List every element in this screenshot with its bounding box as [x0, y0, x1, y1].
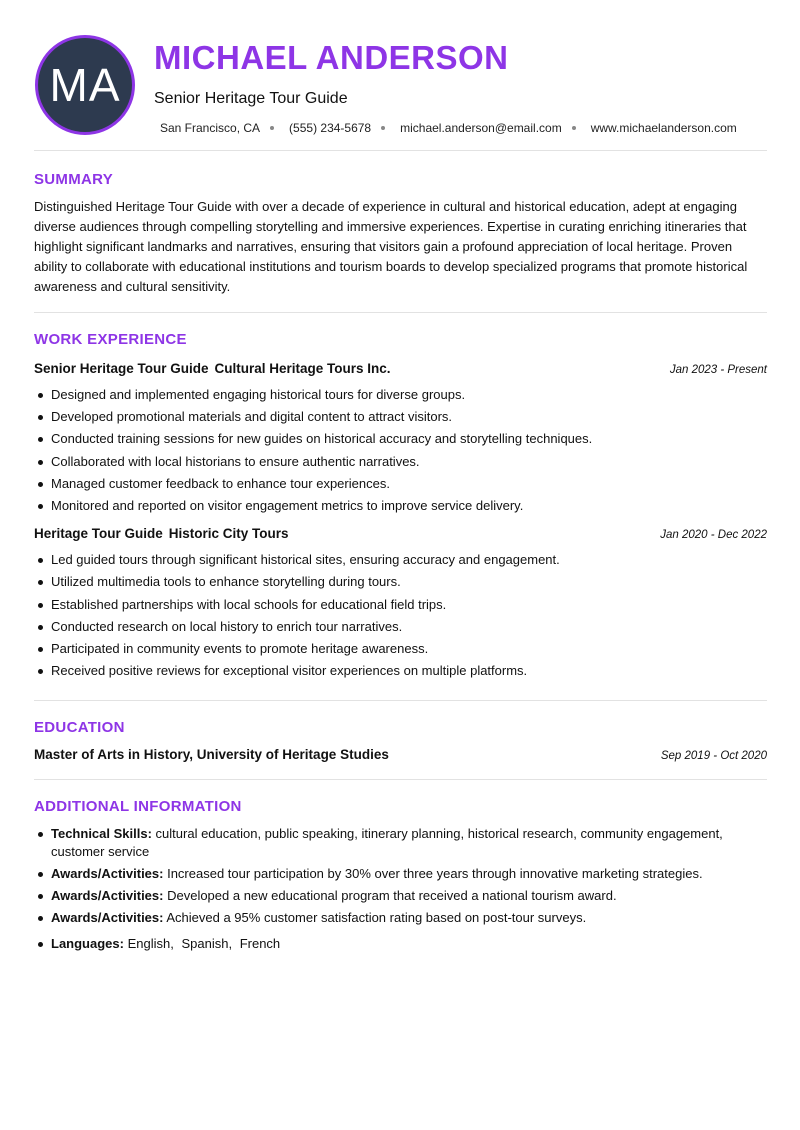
resume-header — [34, 0, 767, 150]
list-item — [34, 909, 767, 927]
contact-line — [160, 120, 737, 136]
list-item: Participated in community events to promote heritage awareness. — [34, 638, 767, 660]
education-dates: Sep 2019 - Oct 2020 — [660, 750, 767, 763]
education-entry — [34, 747, 767, 762]
separator-dot-icon — [572, 126, 576, 130]
list-item: Led guided tours through significant historical sites, ensuring accuracy and engagement. — [34, 549, 767, 571]
contact-phone: (555) 234-5678 — [289, 121, 372, 135]
info-text: Increased tour participation by 30% over three years through innovative marketing strategies. — [167, 866, 703, 882]
work-experience-section — [34, 313, 767, 700]
list-item — [34, 935, 767, 953]
job-company: Cultural Heritage Tours Inc. — [214, 361, 391, 376]
list-item: Collaborated with local historians to ensure authentic narratives. — [34, 451, 767, 473]
job-bullet-list — [34, 549, 767, 682]
job-dates: Jan 2023 - Present — [669, 364, 767, 376]
list-item — [34, 825, 767, 861]
info-text: cultural education, public speaking, itinerary planning, historical research, community engagement, customer service — [51, 826, 723, 860]
job-company: Historic City Tours — [168, 526, 289, 542]
info-label: Languages: — [51, 936, 124, 952]
avatar-initials: MA — [49, 59, 121, 111]
summary-heading: SUMMARY — [34, 171, 114, 188]
contact-website: www.michaelanderson.com — [590, 121, 737, 135]
list-item — [34, 887, 767, 905]
avatar — [35, 35, 135, 135]
additional-info-list — [34, 825, 767, 953]
job-role-company — [34, 525, 289, 543]
job-entry — [34, 360, 767, 517]
job-role: Heritage Tour Guide — [34, 526, 163, 542]
info-text: Achieved a 95% customer satisfaction rating based on post-tour surveys. — [166, 910, 587, 926]
job-entry — [34, 525, 767, 682]
job-role-company — [34, 360, 391, 378]
separator-dot-icon — [270, 126, 274, 130]
summary-section — [34, 151, 767, 312]
contact-email: michael.anderson@email.com — [400, 121, 562, 135]
education-section — [34, 701, 767, 779]
info-label: Technical Skills: — [51, 826, 152, 842]
list-item: Conducted research on local history to enrich tour narratives. — [34, 616, 767, 638]
separator-dot-icon — [381, 126, 385, 130]
list-item: Developed promotional materials and digital content to attract visitors. — [34, 406, 767, 428]
language-item: French — [239, 936, 281, 952]
work-experience-heading: WORK EXPERIENCE — [34, 331, 187, 348]
education-heading: EDUCATION — [34, 719, 125, 737]
list-item — [34, 865, 767, 883]
job-dates: Jan 2020 - Dec 2022 — [660, 529, 767, 542]
info-label: Awards/Activities: — [51, 910, 164, 926]
list-item: Conducted training sessions for new guides on historical accuracy and storytelling techniques. — [34, 428, 767, 450]
contact-location: San Francisco, CA — [160, 121, 261, 135]
language-item: English, — [127, 936, 174, 952]
job-header — [34, 360, 767, 378]
additional-info-section — [34, 780, 767, 953]
list-item: Established partnerships with local schools for educational field trips. — [34, 594, 767, 616]
education-degree: Master of Arts in History, University of Heritage Studies — [34, 747, 389, 763]
list-item: Managed customer feedback to enhance tour experiences. — [34, 473, 767, 495]
info-text: Developed a new educational program that received a national tourism award. — [167, 888, 617, 904]
language-item: Spanish, — [181, 936, 233, 952]
candidate-title: Senior Heritage Tour Guide — [154, 90, 348, 107]
list-item: Monitored and reported on visitor engagement metrics to improve service delivery. — [34, 495, 767, 517]
job-bullet-list — [34, 384, 767, 517]
additional-info-heading: ADDITIONAL INFORMATION — [34, 798, 242, 816]
info-label: Awards/Activities: — [51, 888, 164, 904]
list-item: Designed and implemented engaging historical tours for diverse groups. — [34, 384, 767, 406]
list-item: Utilized multimedia tools to enhance storytelling during tours. — [34, 571, 767, 593]
candidate-name: MICHAEL ANDERSON — [154, 39, 509, 76]
info-label: Awards/Activities: — [51, 866, 164, 882]
summary-text: Distinguished Heritage Tour Guide with over a decade of experience in cultural and historical education, adept at engaging diverse audiences through compelling storytelling and immersive experiences. Expertise in curating enriching itineraries that highlight significant landmarks and narratives, ensuring that visitors gain a profound appreciation of local heritage. Proven ability to collaborate with educational institutions and tourism boards to develop specialized programs that promote historical awareness and cultural sensitivity. — [34, 199, 748, 294]
job-role: Senior Heritage Tour Guide — [34, 361, 209, 376]
job-header — [34, 525, 767, 543]
list-item: Received positive reviews for exceptional visitor experiences on multiple platforms. — [34, 660, 767, 682]
